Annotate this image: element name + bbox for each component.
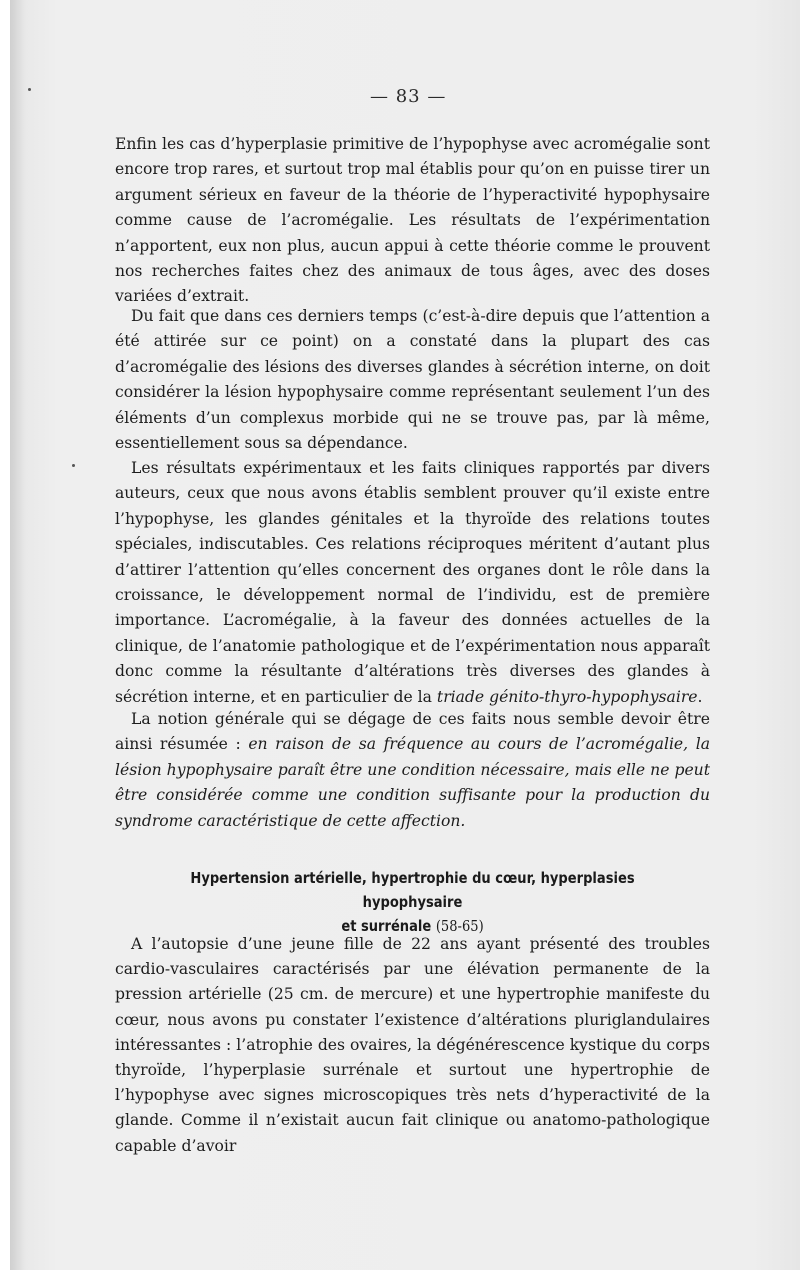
page-number: — 83 —: [370, 86, 447, 107]
section-heading: [157, 866, 669, 938]
paper-speck: [28, 88, 31, 91]
paragraph-text-start: Les résultats expérimentaux et les faits cliniques rapportés par divers auteurs, ceux que nous avons établis semblent prouver qu’il existe entre l’hypophyse, les glandes génitales et la thyroïde des relations toutes spéciales, indiscutables. Ces relations réciproques méritent d’autant plus d’attirer l’attention qu’elles concernent des organes dont le rôle dans la croissance, le développement normal de l’individu, est de première importance. L’acromégalie, à la faveur des données actuelles de la clinique, de l’anatomie pathologique et de l’expérimentation nous apparaît donc comme la résultante d’altérations très diverses des glandes à sécrétion interne, et en particulier de la: [115, 459, 710, 706]
section-heading-line1: Hypertension artérielle, hypertrophie du cœur, hyperplasies hypophysaire: [190, 869, 635, 911]
paragraph-text: Du fait que dans ces derniers temps (c’est-à-dire depuis que l’attention a été attirée sur ce point) on a constaté dans la plupart des cas d’acromégalie des lésions des diverses glandes à sécrétion interne, on doit considérer la lésion hypophysaire comme représentant seulement l’un des éléments d’un complexus morbide qui ne se trouve pas, par là même, essentiellement sous sa dépendance.: [115, 307, 710, 453]
section-heading-line2-text: et surrénale: [341, 917, 432, 935]
paragraph-general-notion: [115, 707, 710, 834]
section-heading-reference: (58-65): [435, 917, 484, 935]
paragraph-text-start: La notion générale qui se dégage de ces faits nous semble devoir être ainsi résumée :: [115, 710, 710, 754]
paragraph-experimental-results: [115, 456, 710, 710]
conclusion-italic-text: en raison de sa fréquence au cours de l’acromégalie, la lésion hypophysaire paraît être une condition nécessaire, mais elle ne peut être considérée comme une condition suffisante pour la production du syndrome caractéristique de cette affection.: [115, 735, 710, 830]
paragraph-text-end: .: [697, 687, 703, 706]
paragraph-autopsy-case: [115, 932, 710, 1159]
paragraph-text: [115, 456, 710, 710]
triad-italic-term: triade génito-thyro-hypophysaire: [436, 687, 698, 706]
paper-speck: [72, 464, 75, 467]
paragraph-recent-lesions: [115, 304, 710, 456]
paragraph-text: [115, 707, 710, 834]
paragraph-hyperplasia-primitive: [115, 132, 710, 310]
paragraph-text: Enfin les cas d’hyperplasie primitive de l’hypophyse avec acromégalie sont encore trop rares, et surtout trop mal établis pour qu’on en puisse tirer un argument sérieux en faveur de la théorie de l’hyperactivité hypophysaire comme cause de l’acromégalie. Les résultats de l’expérimentation n’apportent, eux non plus, aucun appui à cette théorie comme le prouvent nos recherches faites chez des animaux de tous âges, avec des doses variées d’extrait.: [115, 135, 710, 306]
book-page: [10, 0, 800, 1270]
paragraph-text: A l’autopsie d’une jeune fille de 22 ans ayant présenté des troubles cardio-vasculaires caractérisés par une élévation permanente de la pression artérielle (25 cm. de mercure) et une hypertrophie manifeste du cœur, nous avons pu constater l’existence d’altérations pluriglandulaires intéressantes : l’atrophie des ovaires, la dégénérescence kystique du corps thyroïde, l’hyperplasie surrénale et surtout une hypertrophie de l’hypophyse avec signes microscopiques très nets d’hyperactivité de la glande. Comme il n’existait aucun fait clinique ou anatomo-pathologique capable d’avoir: [115, 935, 710, 1155]
